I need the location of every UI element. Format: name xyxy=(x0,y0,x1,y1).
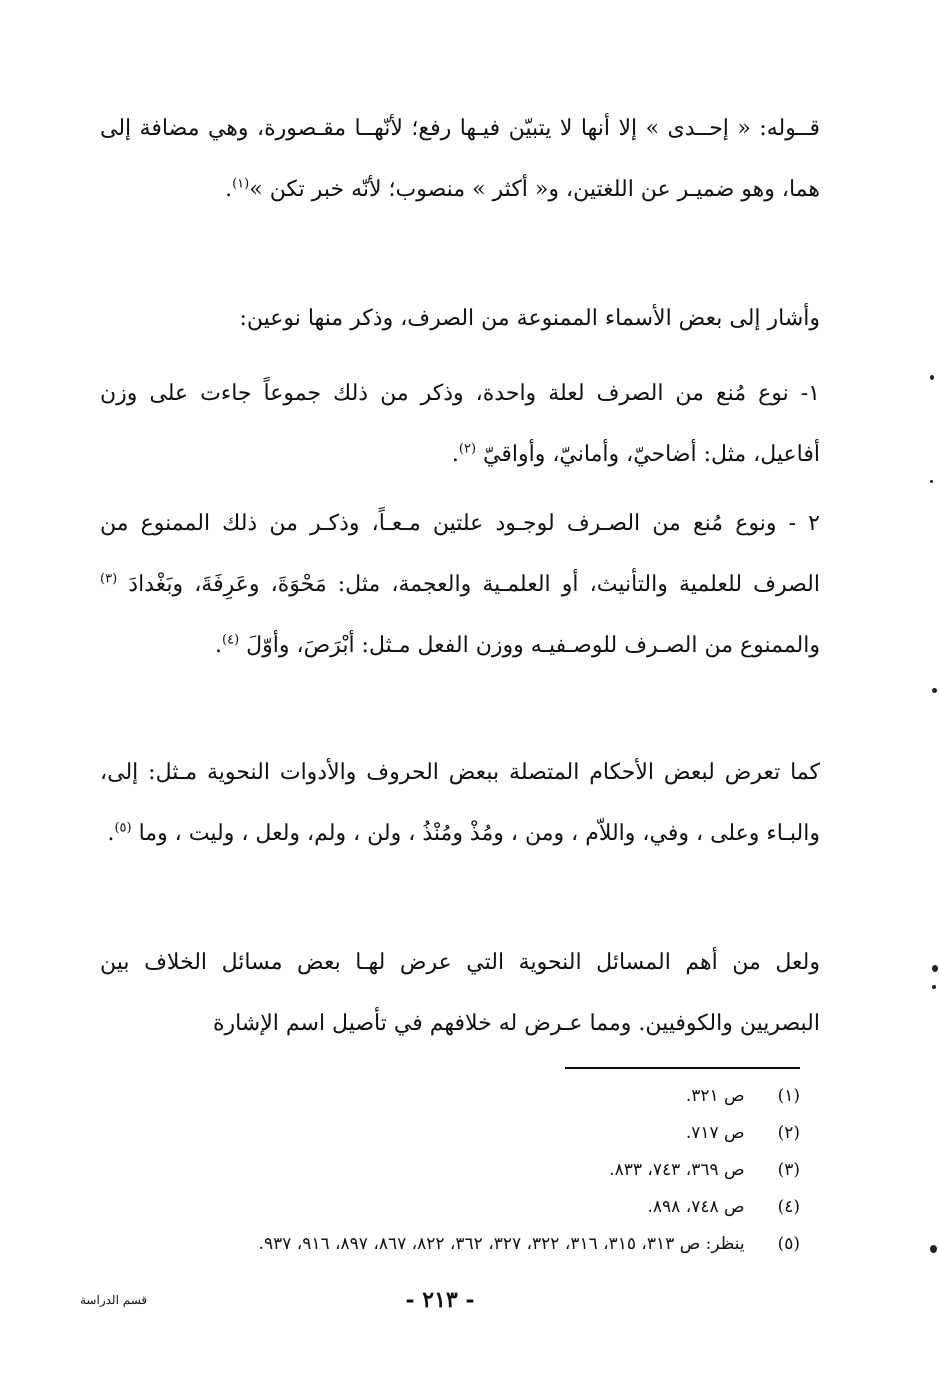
footnotes-list xyxy=(80,1078,800,1263)
footnote-ref-4[interactable]: (٤) xyxy=(222,632,240,648)
section-label: قسم الدراسة xyxy=(80,1293,148,1307)
footnote-number: (٤) xyxy=(777,1197,800,1217)
paragraph-text: وأشار إلى بعض الأسماء الممنوعة من الصرف، وذكر منها نوعين: xyxy=(239,306,820,331)
scan-speck xyxy=(932,688,937,693)
footnote-number: (٢) xyxy=(777,1123,800,1143)
sentence-period: . xyxy=(107,821,115,846)
scan-speck xyxy=(930,480,933,483)
scan-speck xyxy=(932,965,938,972)
paragraph-text: والممنوع من الصـرف للوصـفيـه ووزن الفعل مـثل: أبْرَصَ، وأوّلَ xyxy=(246,633,820,658)
footnote-item xyxy=(80,1078,800,1115)
footnote-item xyxy=(80,1189,800,1226)
footnote-item xyxy=(80,1152,800,1189)
footnote-divider xyxy=(565,1067,800,1069)
paragraph-particles xyxy=(100,742,820,864)
footnote-ref-2[interactable]: (٢) xyxy=(458,441,477,457)
paragraph-text: ٢ - ونوع مُنع من الصـرف لوجـود علتين مـعـاً، وذكـر من ذلك الممنوع من الصرف للعلمية والتأنيث، أو العلمـية والعجمة، مثل: مَحْوَةَ، وعَرِفَةَ، وبَغْدادَ xyxy=(100,511,820,597)
paragraph-ihda-explanation xyxy=(100,98,820,220)
scan-speck xyxy=(930,375,934,380)
footnote-item xyxy=(80,1115,800,1152)
footnote-number: (٣) xyxy=(777,1160,800,1180)
paragraph-khilaf xyxy=(100,932,820,1054)
paragraph-mamnu-intro xyxy=(100,288,820,349)
footnote-text: ينظر: ص ٣١٣، ٣١٥، ٣١٦، ٣٢٢، ٣٢٧، ٣٦٢، ٨٢٢، ٨٦٧، ٨٩٧، ٩١٦، ٩٣٧. xyxy=(258,1234,745,1254)
paragraph-text: ١- نوع مُنع من الصرف لعلة واحدة، وذكر من ذلك جموعاً جاءت على وزن أفاعيل، مثل: أضاحيّ، وأمانيّ، وأواقيّ xyxy=(100,381,820,467)
footnote-ref-3[interactable]: (٣) xyxy=(100,571,118,587)
footnote-item xyxy=(80,1226,800,1263)
footnote-number: (١) xyxy=(777,1086,800,1106)
sentence-period: . xyxy=(225,177,233,202)
footnote-text: ص ٣٢١. xyxy=(685,1086,745,1106)
page-number: - ٢١٣ - xyxy=(405,1287,475,1313)
footnote-text: ص ٣٦٩، ٧٤٣، ٨٣٣. xyxy=(609,1160,745,1180)
footnote-ref-1[interactable]: (١) xyxy=(232,176,250,192)
paragraph-text: ولعل من أهم المسائل النحوية التي عرض لهـا بعض مسائل الخلاف بين البصريين والكوفيين. ومما عـرض له خلافهم في تأصيل اسم الإشارة xyxy=(100,950,820,1036)
scan-speck xyxy=(932,985,936,989)
paragraph-type-one xyxy=(100,363,820,485)
paragraph-text: قــوله: « إحــدى » إلا أنها لا يتبيّن فيـها رفع؛ لأنّهــا مقـصورة، وهي مضافة إلى هما، وهو ضميـر عن اللغتين، و« أكثر » منصوب؛ لأنّه خبر تكن » xyxy=(100,116,820,202)
footnote-text: ص ٧٤٨، ٨٩٨. xyxy=(647,1197,745,1217)
footnote-ref-5[interactable]: (٥) xyxy=(114,820,132,836)
scan-speck xyxy=(930,1245,937,1253)
sentence-period: . xyxy=(215,633,222,658)
sentence-period: . xyxy=(451,442,459,467)
page-footer xyxy=(0,1285,939,1315)
paragraph-type-two xyxy=(100,493,820,676)
footnote-number: (٥) xyxy=(777,1234,800,1254)
paragraph-text: كما تعرض لبعض الأحكام المتصلة ببعض الحروف والأدوات النحوية مـثل: إلى، والبـاء وعلى ، وفي، واللاّم ، ومن ، ومُذْ ومُنْذُ ، ولن ، ولم، ولعل ، وليت ، وما xyxy=(100,760,820,846)
footnote-text: ص ٧١٧. xyxy=(685,1123,745,1143)
